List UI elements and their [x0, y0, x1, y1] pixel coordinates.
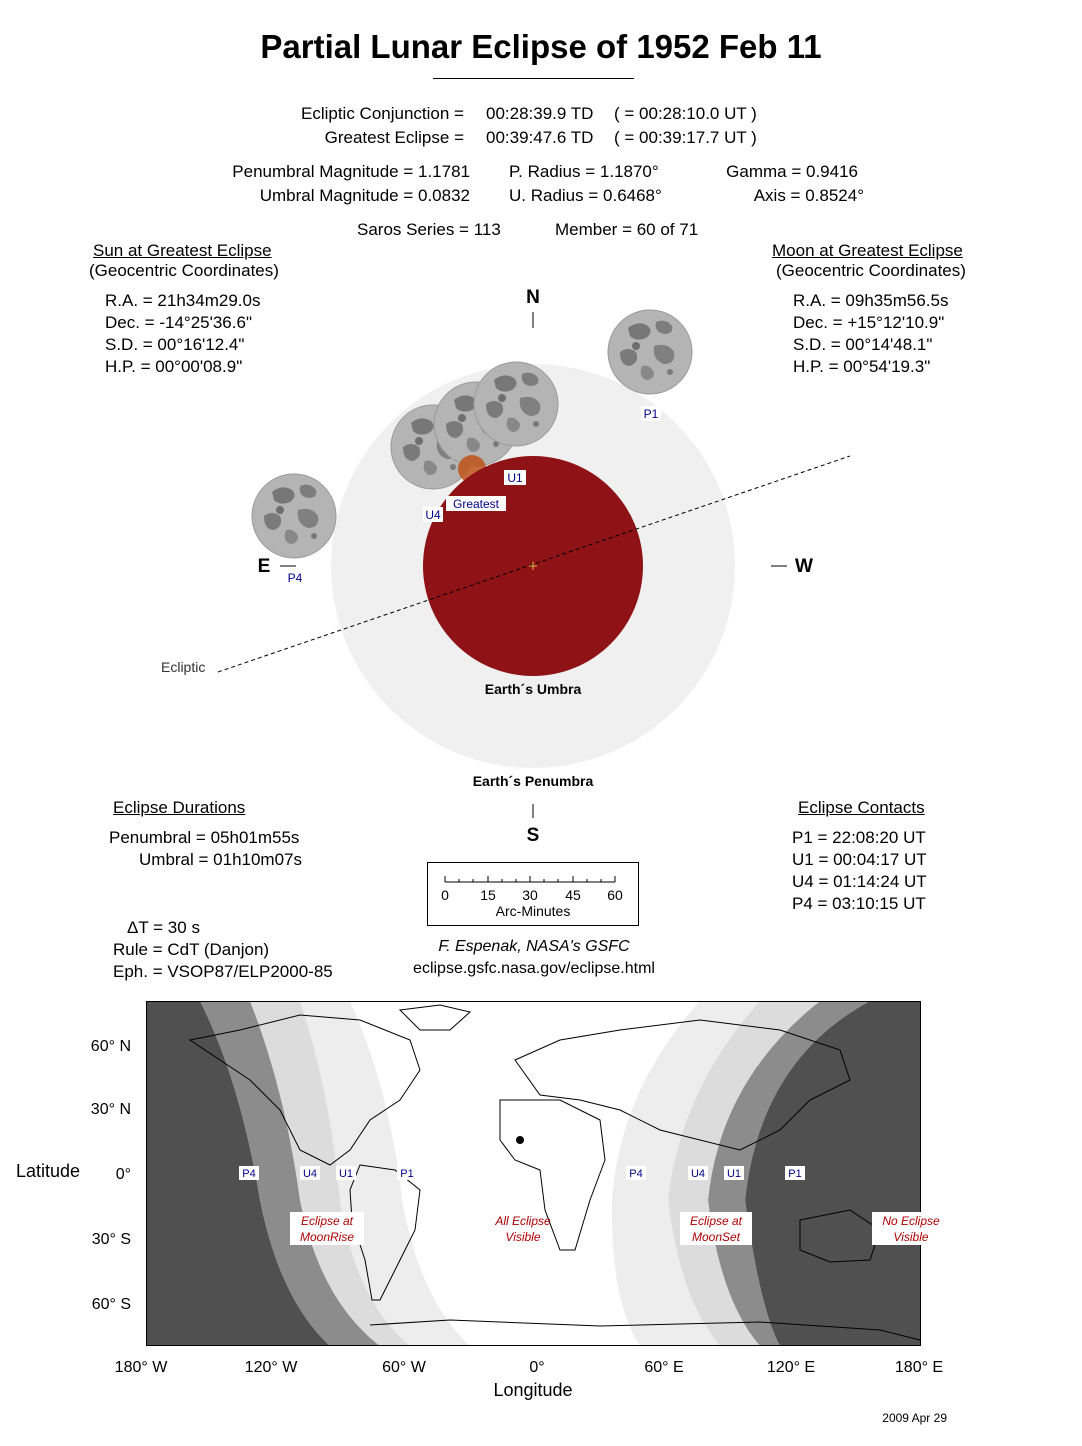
longitude-axis-title: Longitude — [493, 1380, 573, 1400]
p4-contact-label: P4 — [287, 571, 303, 585]
lat-tick-60s: 60° S — [91, 1296, 131, 1313]
sun-ra: R.A. = 21h34m29.0s — [105, 291, 261, 310]
page-title: Partial Lunar Eclipse of 1952 Feb 11 — [260, 28, 822, 65]
lon-tick-0: 0° — [529, 1359, 545, 1376]
lat-tick-60n: 60° N — [90, 1038, 131, 1055]
eclipse-geometry-diagram — [0, 280, 1082, 850]
gamma: Gamma = 0.9416 — [726, 162, 858, 181]
contact-p4: P4 = 03:10:15 UT — [792, 894, 926, 913]
p1-contact-label: P1 — [643, 407, 659, 421]
lon-tick-60e: 60° E — [644, 1359, 684, 1376]
moonset-label-line2: MoonSet — [691, 1230, 741, 1244]
scale-tick-0: 0 — [441, 887, 449, 903]
contact-u4: U4 = 01:14:24 UT — [792, 872, 927, 891]
greatest-contact-label: Greatest — [452, 497, 500, 511]
moon-p4-disk — [252, 474, 336, 558]
moon-p1-approach-disk — [474, 362, 558, 446]
u1-contact-label: U1 — [507, 471, 523, 485]
map-label-u1-east: U1 — [726, 1168, 742, 1180]
delta-t: ΔT = 30 s — [127, 918, 200, 937]
sun-subheading: (Geocentric Coordinates) — [89, 261, 279, 280]
sun-heading: Sun at Greatest Eclipse — [93, 241, 272, 260]
sun-hp: H.P. = 00°00'08.9" — [105, 357, 243, 376]
lon-tick-120w: 120° W — [244, 1359, 298, 1376]
umbra-label: Earth´s Umbra — [484, 681, 582, 697]
ephemeris: Eph. = VSOP87/ELP2000-85 — [113, 962, 333, 981]
moon-hp: H.P. = 00°54'19.3" — [793, 357, 931, 376]
moonrise-label-line1: Eclipse at — [300, 1214, 354, 1228]
sun-dec: Dec. = -14°25'36.6" — [105, 313, 252, 332]
map-label-u4-west: U4 — [302, 1168, 318, 1180]
map-label-p1-east: P1 — [788, 1168, 802, 1180]
greatest-ut: ( = 00:39:17.7 UT ) — [614, 128, 757, 147]
date-stamp: 2009 Apr 29 — [882, 1411, 947, 1425]
conjunction-td: 00:28:39.9 TD — [486, 104, 594, 123]
umbral-duration: Umbral = 01h10m07s — [139, 850, 303, 869]
moonrise-label-line2: MoonRise — [299, 1230, 355, 1244]
visible-label-line1: All Eclipse — [495, 1214, 551, 1228]
scale-tick-60: 60 — [607, 887, 623, 903]
lat-tick-30s: 30° S — [91, 1231, 131, 1248]
map-label-p1-west: P1 — [400, 1168, 414, 1180]
conjunction-label: Ecliptic Conjunction = — [300, 104, 464, 123]
visible-label-line2: Visible — [505, 1230, 541, 1244]
west-label: W — [795, 556, 813, 577]
credit-author: F. Espenak, NASA's GSFC — [438, 938, 630, 955]
no-eclipse-label-line2: Visible — [893, 1230, 929, 1244]
saros-member: Member = 60 of 71 — [555, 220, 699, 239]
sun-sd: S.D. = 00°16'12.4" — [105, 335, 245, 354]
moonset-label-line1: Eclipse at — [689, 1214, 743, 1228]
moon-dec: Dec. = +15°12'10.9" — [793, 313, 945, 332]
lon-tick-180e: 180° E — [894, 1359, 944, 1376]
lon-tick-60w: 60° W — [382, 1359, 426, 1376]
moon-subheading: (Geocentric Coordinates) — [776, 261, 966, 280]
moon-ra: R.A. = 09h35m56.5s — [793, 291, 949, 310]
credit-url: eclipse.gsfc.nasa.gov/eclipse.html — [413, 960, 655, 977]
lat-tick-0: 0° — [115, 1166, 131, 1183]
moon-heading: Moon at Greatest Eclipse — [772, 241, 963, 260]
sublunar-point-icon — [516, 1136, 524, 1144]
greatest-label: Greatest Eclipse = — [324, 128, 464, 147]
no-eclipse-label-line1: No Eclipse — [882, 1214, 940, 1228]
scale-tick-30: 30 — [522, 887, 538, 903]
greatest-td: 00:39:47.6 TD — [486, 128, 594, 147]
map-label-p4-west: P4 — [242, 1168, 256, 1180]
map-label-p4-east: P4 — [629, 1168, 643, 1180]
scale-tick-15: 15 — [480, 887, 496, 903]
moon-p1-disk — [608, 310, 692, 394]
p-radius: P. Radius = 1.1870° — [509, 162, 659, 181]
penumbral-duration: Penumbral = 05h01m55s — [109, 828, 300, 847]
penumbral-magnitude: Penumbral Magnitude = 1.1781 — [232, 162, 470, 181]
north-label: N — [526, 287, 540, 308]
map-label-u4-east: U4 — [690, 1168, 706, 1180]
visibility-map — [0, 995, 1082, 1445]
moon-sd: S.D. = 00°14'48.1" — [793, 335, 933, 354]
penumbra-label: Earth´s Penumbra — [472, 773, 594, 789]
saros-series: Saros Series = 113 — [357, 220, 501, 239]
south-label: S — [526, 825, 540, 846]
umbral-magnitude: Umbral Magnitude = 0.0832 — [259, 186, 470, 205]
contacts-heading: Eclipse Contacts — [798, 798, 925, 817]
contact-u1: U1 = 00:04:17 UT — [792, 850, 927, 869]
durations-heading: Eclipse Durations — [113, 798, 246, 817]
u4-contact-label: U4 — [425, 508, 441, 522]
conjunction-ut: ( = 00:28:10.0 UT ) — [614, 104, 757, 123]
ecliptic-label: Ecliptic — [161, 659, 206, 675]
east-label: E — [257, 556, 271, 577]
contact-p1: P1 = 22:08:20 UT — [792, 828, 926, 847]
title-divider — [433, 78, 634, 79]
axis: Axis = 0.8524° — [753, 186, 864, 205]
arc-minute-scale — [427, 862, 639, 926]
lon-tick-180w: 180° W — [114, 1359, 168, 1376]
latitude-axis-title: Latitude — [16, 1161, 81, 1181]
u-radius: U. Radius = 0.6468° — [509, 186, 662, 205]
lat-tick-30n: 30° N — [90, 1101, 131, 1118]
map-label-u1-west: U1 — [338, 1168, 354, 1180]
rule: Rule = CdT (Danjon) — [113, 940, 270, 959]
scale-label: Arc-Minutes — [495, 903, 571, 919]
scale-tick-45: 45 — [565, 887, 581, 903]
lon-tick-120e: 120° E — [766, 1359, 816, 1376]
